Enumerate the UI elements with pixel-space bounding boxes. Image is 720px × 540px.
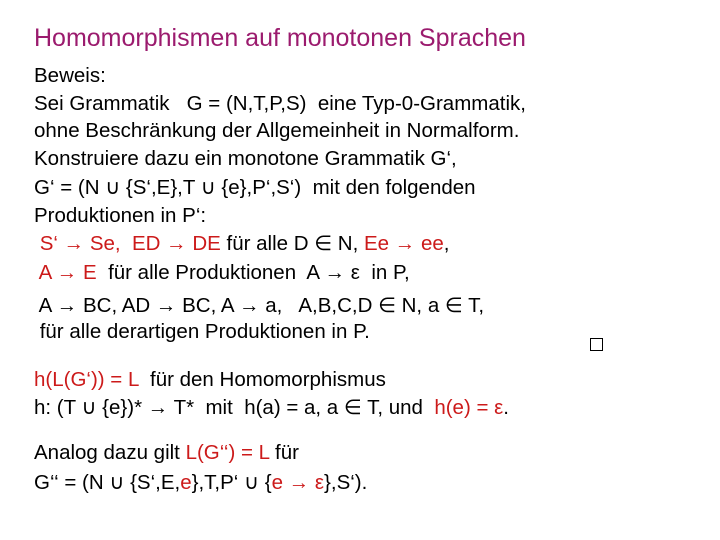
proof-line: G‘ = (N ∪ {S‘,E},T ∪ {e},P‘,S‘) mit den folgenden — [34, 176, 476, 199]
proof-line: für alle derartigen Produktionen in P. — [34, 320, 370, 343]
production-highlight: S‘ → Se, ED → DE — [34, 232, 221, 255]
production-highlight: Ee → ee — [364, 232, 444, 255]
hom-text: für den Homomorphismus — [138, 368, 386, 391]
production-text: , — [443, 232, 450, 255]
hom-highlight: h(e) = ε — [434, 396, 504, 419]
production-text: für alle Produktionen A → ε in P, — [96, 261, 410, 284]
analog-line — [34, 473, 367, 494]
productions-line — [34, 234, 449, 255]
hom-highlight: h(L(G‘)) = L — [34, 368, 139, 391]
proof-line: Konstruiere dazu ein monotone Grammatik G‘, — [34, 147, 457, 170]
analog-text: },S‘). — [324, 471, 368, 494]
analog-text: für — [269, 441, 299, 464]
page-title: Homomorphismen auf monotonen Sprachen — [34, 24, 526, 52]
proof-line: A → BC, AD → BC, A → a, A,B,C,D ∈ N, a ∈ T, — [34, 294, 485, 317]
hom-text: . — [503, 396, 509, 419]
analog-text: Analog dazu gilt — [34, 441, 186, 464]
production-text: für alle D ∈ N, — [220, 232, 364, 255]
hom-text: h: (T ∪ {e})* → T* mit h(a) = a, a ∈ T, und — [34, 396, 435, 419]
productions-line — [34, 263, 410, 284]
qed-square-icon — [590, 338, 603, 351]
hom-line — [34, 370, 386, 391]
analog-line — [34, 443, 299, 464]
production-highlight: A → E — [34, 261, 97, 284]
proof-line: ohne Beschränkung der Allgemeinheit in Normalform. — [34, 119, 520, 142]
analog-highlight: e → ε — [271, 471, 325, 494]
proof-heading: Beweis: — [34, 64, 106, 87]
analog-highlight: e — [180, 471, 192, 494]
analog-text: },T,P‘ ∪ { — [191, 471, 272, 494]
proof-line: Produktionen in P‘: — [34, 204, 207, 227]
analog-highlight: L(G‘‘) = L — [185, 441, 270, 464]
proof-line: Sei Grammatik G = (N,T,P,S) eine Typ-0-Grammatik, — [34, 92, 526, 115]
analog-text: G‘‘ = (N ∪ {S‘,E, — [34, 471, 181, 494]
hom-line — [34, 398, 509, 419]
